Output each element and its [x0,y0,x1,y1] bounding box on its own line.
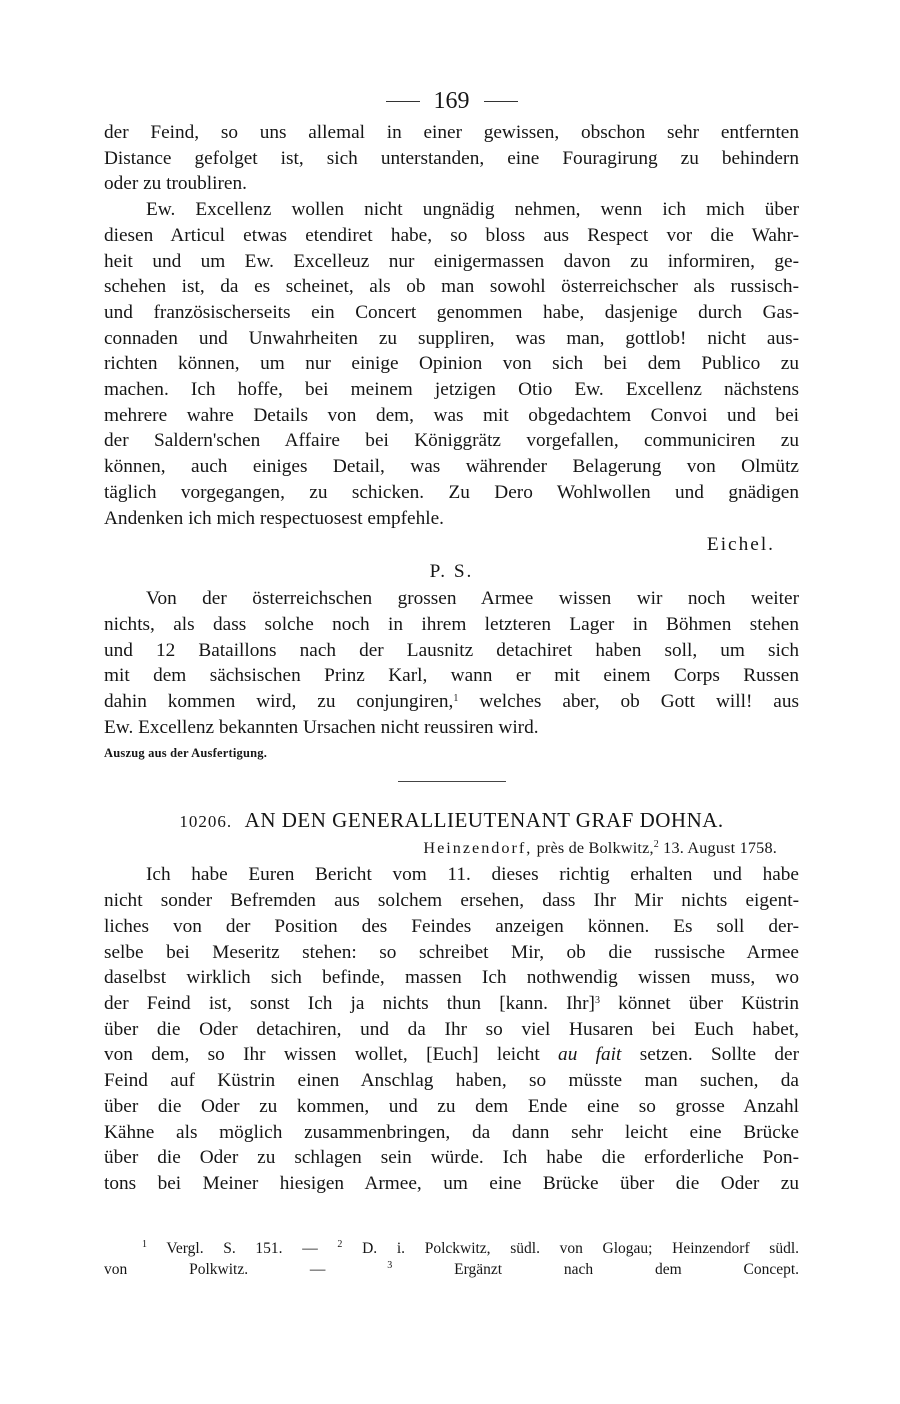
footnote-ref: 3 [594,994,600,1006]
text-span: setzen. Sollte der [639,1044,799,1066]
text-line: mehrere wahre Details von dem, was mit obgedachtem Convoi und bei [104,404,799,426]
footnote-marker: 3 [387,1260,393,1271]
text-line: Andenken ich mich respectuosest empfehle. [104,507,444,529]
text-line: tons bei Meiner hiesigen Armee, um eine Brücke über die Oder zu [104,1172,799,1194]
section-divider [398,781,506,782]
text-line: nicht sonder Befremden aus solchem ersehen, dass Ihr Mir nichts eigent- [104,890,799,912]
footnote-text: Ergänzt nach dem Concept. [454,1261,800,1278]
text-line: und 12 Bataillons nach der Lausnitz detachiret haben soll, um sich [104,639,799,661]
text-line: Ich habe Euren Bericht vom 11. dieses richtig erhalten und habe [146,864,799,886]
text-line [104,1042,799,1068]
text-line: daselbst wirklich sich befinde, massen Ich nothwendig wissen muss, wo [104,967,799,989]
text-line: und französischerseits ein Concert genommen habe, dasjenige durch Gas- [104,301,799,323]
text-line: richten können, um nur einige Opinion von sich bei dem Publico zu [104,353,799,375]
footnote-marker: 1 [142,1239,147,1250]
text-line: mit dem sächsischen Prinz Karl, wann er mit einem Corps Russen [104,665,799,687]
text-line: diesen Articul etwas etendiret habe, so bloss aus Respect vor die Wahr- [104,224,799,246]
book-page [104,82,799,1197]
text-line: über die Oder detachiren, und da Ihr so viel Husaren bei Euch habet, [104,1018,799,1040]
header-dash-left [386,101,420,102]
text-line: der Saldern'schen Affaire bei Königgrätz vorgefallen, communiciren zu [104,430,799,452]
letter-paragraph [104,197,799,531]
dateline-date: 13. August 1758. [663,839,777,858]
text-line: der Feind, so uns allemal in einer gewissen, obschon sehr entfernten [104,122,799,143]
postscript-paragraph [104,586,799,740]
text-line: schehen ist, da es scheinet, als ob man sowohl österreichscher als russisch- [104,276,799,298]
text-span: von dem, so Ihr wissen wollet, [Euch] leicht [104,1044,540,1066]
letter-body [104,862,799,1196]
text-line: heit und um Ew. Excelleuz nur einigermassen davon zu informiren, ge- [104,250,799,272]
italic-phrase: au fait [558,1044,622,1066]
text-line: nichts, als dass solche noch in ihrem letzteren Lager in Böhmen stehen [104,613,799,635]
footnote-text: Vergl. S. 151. — [166,1240,318,1257]
text-line: Feind auf Küstrin einen Anschlag haben, so müsste man suchen, da [104,1070,799,1092]
footnote-text: D. i. Polckwitz, südl. von Glogau; Heinzendorf südl. [362,1240,800,1257]
page-header [104,82,799,120]
footnote-text: von Polkwitz. — [104,1261,326,1278]
ps-heading: P. S. [429,561,474,583]
footnote-ref: 2 [653,839,659,851]
page-number: 169 [433,87,470,114]
dateline [104,836,799,860]
text-span: könnet über Küstrin [618,992,799,1014]
text-line: können, auch einiges Detail, was währender Belagerung von Olmütz [104,456,799,478]
text-line: über die Oder zu kommen, und zu dem Ende eine so grosse Anzahl [104,1095,799,1117]
text-line: Kähne als möglich zusammenbringen, da dann sehr leicht eine Brücke [104,1121,799,1143]
header-dash-right [484,101,518,102]
text-line: Ew. Excellenz bekannten Ursachen nicht reussiren wird. [104,716,539,738]
text-line: oder zu troubliren. [104,173,247,195]
text-span: dahin kommen wird, zu conjungiren, [104,691,454,713]
footnotes [104,1238,799,1280]
dateline-text: près de Bolkwitz, [536,839,654,858]
text-line: täglich vorgegangen, zu schicken. Zu Dero Wohlwollen und gnädigen [104,481,799,503]
source-note: Auszug aus der Ausfertigung. [104,746,268,761]
text-line: Ew. Excellenz wollen nicht ungnädig nehmen, wenn ich mich über [146,199,799,221]
dateline-place: Heinzendorf, [423,839,533,858]
text-line: Distance gefolget ist, sich unterstanden, eine Fouragirung zu behindern [104,147,799,169]
document-title: AN DEN GENERALLIEUTENANT GRAF DOHNA. [244,808,724,833]
footnote-ref: 1 [453,693,459,705]
text-line [104,991,799,1017]
text-line: liches von der Position des Feindes anzeigen können. Es soll der- [104,915,799,937]
signature: Eichel. [706,534,775,556]
document-heading [104,806,799,836]
text-line [104,689,799,715]
text-span: welches aber, ob Gott will! aus [479,691,800,713]
letter-continuation [104,120,799,197]
text-line: connaden und Unwahrheiten zu suppliren, was man, gottlob! nicht aus- [104,327,799,349]
text-line: Von der österreichschen grossen Armee wissen wir noch weiter [146,588,799,610]
footnote-marker: 2 [337,1239,343,1250]
footnote-line [104,1259,799,1280]
document-number: 10206. [179,812,233,832]
text-line: über die Oder zu schlagen sein würde. Ich habe die erforderliche Pon- [104,1147,799,1169]
footnote-line [104,1238,799,1259]
text-line: selbe bei Meseritz stehen: so schreibet Mir, ob die russische Armee [104,941,799,963]
text-line: machen. Ich hoffe, bei meinem jetzigen Otio Ew. Excellenz nächstens [104,379,799,401]
text-span: der Feind ist, sonst Ich ja nichts thun [kann. Ihr] [104,992,595,1014]
